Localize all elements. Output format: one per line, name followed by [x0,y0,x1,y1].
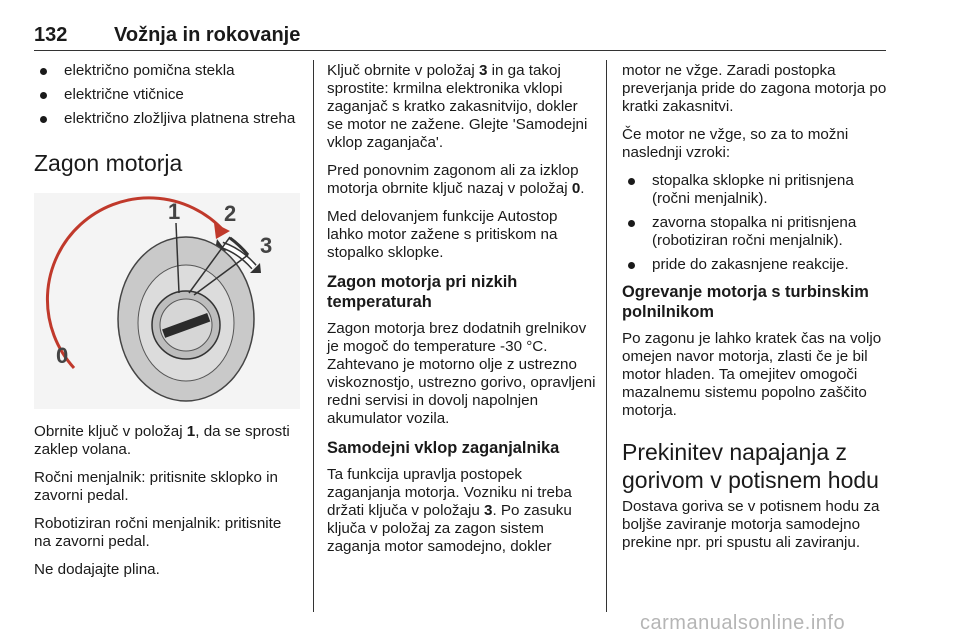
list-item: električno zložljiva platnena streha [34,110,300,128]
subheading-auto-starter: Samodejni vklop zaganjalnika [327,439,560,457]
subheading-turbo-warmup: Ogrevanje motorja s turbinskim polnilnikom [622,283,869,321]
paragraph: Ta funkcija upravlja postopek zaganjanja motorja. Vozniku ni treba držati ključa v položaju 3. Po zasuku ključa v položaj za zagon sistem zaganja motor samodejno, dokler [327,466,572,555]
paragraph: Po zagonu je lahko kratek čas na voljo omejen navor motorja, zlasti če je bil motor hladen. Ta omejitev omogoči mazalnemu sistemu popolno zaščito motorja. [622,330,882,419]
list-item: pride do zakasnjene reakcije. [622,256,890,274]
column-2 [327,62,597,566]
position-label-2: 2 [224,201,237,226]
watermark: carmanualsonline.info [640,612,846,634]
feature-list [34,62,300,128]
page-title: Vožnja in rokovanje [114,24,301,46]
column-3 [622,62,890,562]
paragraph: Med delovanjem funkcije Autostop lahko motor zažene s pritiskom na stopalko sklopke. [327,208,558,261]
section-heading-engine-start: Zagon motorja [34,150,183,176]
column-divider-1 [313,60,314,612]
list-item: električno pomična stekla [34,62,300,80]
paragraph: Če motor ne vžge, so za to možni naslednji vzroki: [622,126,849,161]
list-item: električne vtičnice [34,86,300,104]
subheading-low-temperature: Zagon motorja pri nizkih temperaturah [327,273,518,311]
page-number: 132 [34,24,68,46]
position-label-0: 0 [56,343,69,368]
list-item: zavorna stopalka ni pritisnjena (robotiziran ročni menjalnik). [622,214,890,250]
paragraph: Robotiziran ročni menjalnik: pritisnite na zavorni pedal. [34,515,282,550]
ignition-switch-illustration [34,193,300,409]
paragraph: Pred ponovnim zagonom ali za izklop motorja obrnite ključ nazaj v položaj 0. [327,162,585,197]
paragraph: Ročni menjalnik: pritisnite sklopko in zavorni pedal. [34,469,278,504]
paragraph: Obrnite ključ v položaj 1, da se sprosti zaklep volana. [34,423,290,458]
paragraph: Ključ obrnite v položaj 3 in ga takoj sprostite: krmilna elektronika vklopi zaganjač s kratko zakasnitvijo, dokler se motor ne zažene. Glejte 'Samodejni vklop zaganjača'. [327,62,588,151]
paragraph: motor ne vžge. Zaradi postopka preverjanja pride do zagona motorja po kratki zakasnitvi. [622,62,887,115]
position-label-3: 3 [260,233,273,258]
list-item: stopalka sklopke ni pritisnjena (ročni menjalnik). [622,172,890,208]
column-1 [34,62,300,589]
cause-list [622,172,890,274]
page-header [34,22,886,51]
section-heading-fuel-cutoff: Prekinitev napajanja z gorivom v potisnem hodu [622,439,879,493]
ignition-switch-figure [34,193,300,409]
paragraph: Ne dodajajte plina. [34,561,160,578]
paragraph: Zagon motorja brez dodatnih grelnikov je mogoč do temperature -30 °C. Zahtevano je motorno olje z ustrezno viskoznostjo, ustrezno gorivo, opravljeni redni servisi in dovolj napolnjen akumulator vozila. [327,320,596,427]
position-label-1: 1 [168,199,181,224]
column-divider-2 [606,60,607,612]
paragraph: Dostava goriva se v potisnem hodu za boljše zaviranje motorja samodejno prekine npr. pri spustu ali zaviranju. [622,498,880,551]
